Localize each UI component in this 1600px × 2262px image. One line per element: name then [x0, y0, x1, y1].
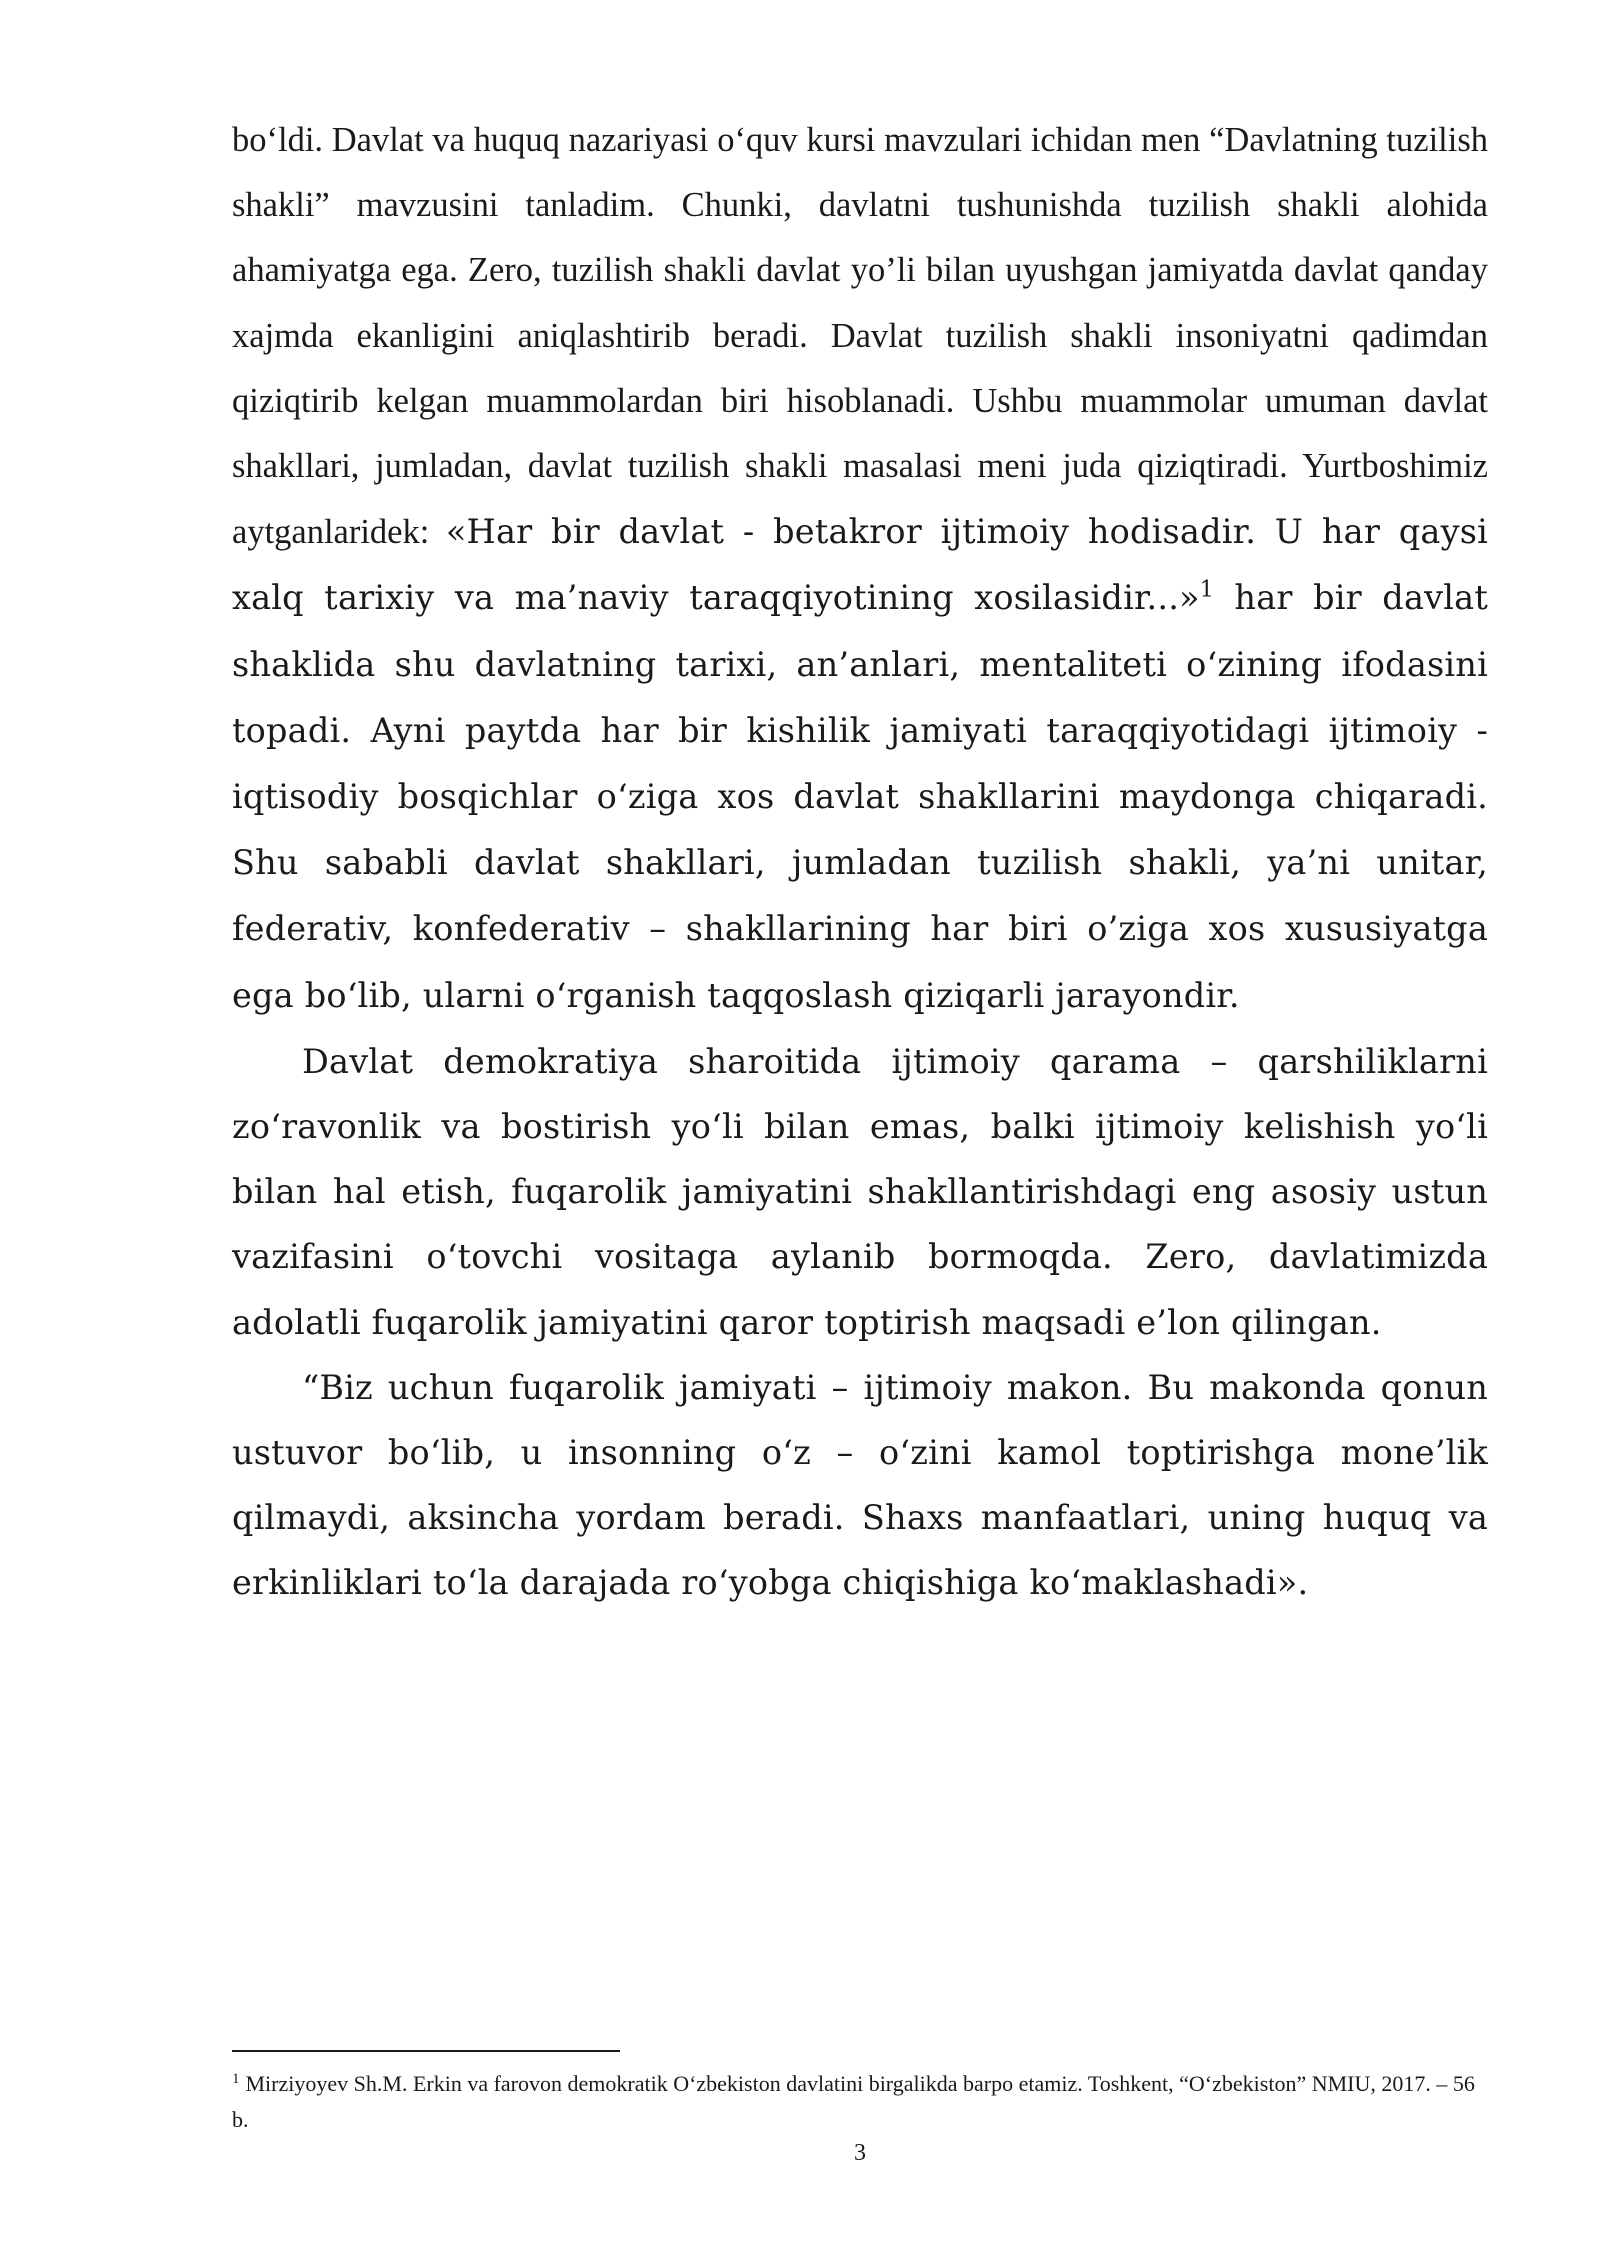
- paragraph-1: [232, 108, 1488, 1029]
- footnote-separator: [232, 2050, 620, 2052]
- footnote: [232, 2066, 1488, 2138]
- paragraph-1-part-3: har bir davlat shaklida shu davlatning tarixi, an’anlari, mentaliteti o‘zining ifodasini topadi. Ayni paytda har bir kishilik jamiyati taraqqiyotidagi ijtimoiy - iqtisodiy bosqichlar o‘ziga xos davlat shakllarini maydonga chiqaradi. Shu sababli davlat shakllari, jumladan tuzilish shakli, ya’ni unitar, federativ, konfederativ – shakllarining har biri o’ziga xos xususiyatga ega bo‘lib, ularni o‘rganish taqqoslash qiziqarli jarayondir.: [232, 578, 1488, 1015]
- paragraph-3: “Biz uchun fuqarolik jamiyati – ijtimoiy makon. Bu makonda qonun ustuvor bo‘lib, u insonning o‘z – o‘zini kamol toptirishga mone’lik qilmaydi, aksincha yordam beradi. Shaxs manfaatlari, uning huquq va erkinliklari to‘la darajada ro‘yobga chiqishiga ko‘maklashadi».: [232, 1367, 1488, 1603]
- paragraph-1-part-1: bo‘ldi. Davlat va huquq nazariyasi o‘quv kursi mavzulari ichidan men “Davlatning tuzilish shakli” mavzusini tanladim. Chunki, davlatni tushunishda tuzilish shakli alohida ahamiyatga ega. Zero, tuzilish shakli davlat yo’li bilan uyushgan jamiyatda davlat qanday xajmda ekanligini aniqlashtirib beradi. Davlat tuzilish shakli insoniyatni qadimdan qiziqtirib kelgan muammolardan biri hisoblanadi. Ushbu muammolar umuman davlat shakllari, jumladan, davlat tuzilish shakli masalasi meni juda qiziqtiradi. Yurtboshimiz aytganlaridek:: [232, 121, 1488, 552]
- footnote-number: 1: [232, 2070, 240, 2087]
- footnote-reference: 1: [1199, 577, 1214, 603]
- body-text: [232, 108, 1488, 1616]
- footnote-text: Mirziyoyev Sh.M. Erkin va farovon demokratik O‘zbekiston davlatini birgalikda barpo etamiz. Toshkent, “O‘zbekiston” NMIU, 2017. – 56 b.: [232, 2071, 1475, 2132]
- paragraph-1-quote: «Har bir davlat - betakror ijtimoiy hodisadir. U har qaysi xalq tarixiy va ma’naviy taraqqiyotining xosilasidir...»: [232, 512, 1489, 618]
- page-number: 3: [854, 2140, 866, 2166]
- paragraph-2: Davlat demokratiya sharoitida ijtimoiy qarama – qarshiliklarni zo‘ravonlik va bostirish yo‘li bilan emas, balki ijtimoiy kelishish yo‘li bilan hal etish, fuqarolik jamiyatini shakllantirishdagi eng asosiy ustun vazifasini o‘tovchi vositaga aylanib bormoqda. Zero, davlatimizda adolatli fuqarolik jamiyatini qaror toptirish maqsadi e’lon qilingan.: [232, 1041, 1488, 1342]
